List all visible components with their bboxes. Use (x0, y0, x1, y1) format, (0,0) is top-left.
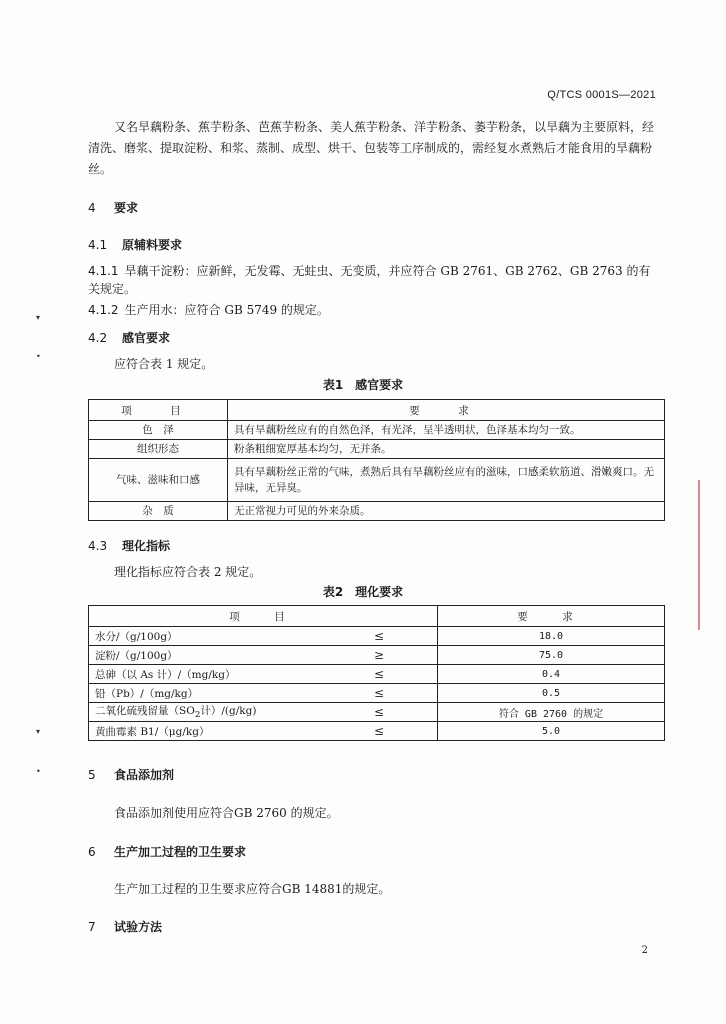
header-item: 项 目 (89, 400, 228, 421)
table-row (89, 703, 665, 722)
row-value: 0.5 (438, 684, 665, 703)
section-4-2-heading (88, 329, 170, 346)
item-subscript: 2 (194, 710, 201, 721)
row-value: 0.4 (438, 665, 665, 684)
table-header-row (89, 400, 665, 421)
row-item (89, 703, 322, 722)
section-title: 感官要求 (122, 331, 171, 345)
header-item: 项 目 (89, 606, 438, 627)
row-operator: ≥ (321, 646, 438, 665)
scan-mark: • (36, 352, 41, 361)
section-7-heading (88, 918, 162, 935)
row-requirement: 粉条粗细宽厚基本均匀，无并条。 (228, 440, 665, 459)
table-1-caption: 表1 感官要求 (322, 378, 404, 392)
section-5-body: 食品添加剂使用应符合GB 2760 的规定。 (114, 806, 339, 820)
row-item: 铅（Pb）/（mg/kg） (89, 684, 322, 703)
row-operator: ≤ (321, 665, 438, 684)
document-code: Q/TCS 0001S—2021 (547, 89, 656, 101)
row-requirement: 具有旱藕粉丝应有的自然色泽，有光泽，呈半透明状，色泽基本均匀一致。 (228, 421, 665, 440)
scan-mark: ▾ (36, 727, 41, 736)
page-number: 2 (641, 945, 648, 956)
intro-paragraph: 又名旱藕粉条、蕉芋粉条、芭蕉芋粉条、美人蕉芋粉条、洋芋粉条、萎芋粉条，以旱藕为主要原料，经清洗、磨浆、提取淀粉、和浆、蒸制、成型、烘干、包装等工序制成的，需经复水煮熟后才能食用的旱藕粉丝。 (88, 120, 655, 176)
section-number: 5 (88, 768, 96, 782)
item-text: 二氧化硫残留量（SO (95, 705, 195, 718)
table-row (89, 502, 665, 521)
table-row (89, 646, 665, 665)
scan-mark: ▾ (36, 313, 41, 322)
row-operator: ≤ (321, 722, 438, 741)
table-2-caption: 表2 理化要求 (322, 585, 404, 599)
clause-number: 4.1.2 (88, 303, 119, 317)
scan-mark: • (36, 767, 41, 776)
table-header-row (89, 606, 665, 627)
row-value: 5.0 (438, 722, 665, 741)
section-4-3-heading (88, 537, 170, 554)
section-5-heading (88, 766, 174, 783)
row-item: 气味、滋味和口感 (89, 459, 228, 502)
section-6-heading (88, 843, 246, 860)
section-4-heading (88, 199, 138, 216)
clause-text: 生产用水：应符合 GB 5749 的规定。 (124, 303, 329, 317)
clause-text: 旱藕干淀粉：应新鲜，无发霉、无蛀虫、无变质，并应符合 GB 2761、GB 2762、GB 2763 的有关规定。 (88, 264, 651, 296)
section-4-2-body: 应符合表 1 规定。 (114, 357, 214, 371)
section-number: 4 (88, 201, 96, 215)
row-item: 总砷（以 As 计）/（mg/kg） (89, 665, 322, 684)
section-number: 6 (88, 845, 96, 859)
section-4-3-body: 理化指标应符合表 2 规定。 (114, 565, 262, 579)
clause-4-1-1 (88, 262, 660, 298)
table-row (89, 421, 665, 440)
section-number: 4.1 (88, 238, 108, 252)
row-item: 色 泽 (89, 421, 228, 440)
clause-4-1-2 (88, 301, 660, 319)
row-item: 淀粉/（g/100g） (89, 646, 322, 665)
sensory-requirements-table (88, 399, 665, 521)
row-item: 水分/（g/100g） (89, 627, 322, 646)
section-title: 生产加工过程的卫生要求 (114, 845, 247, 859)
section-number: 7 (88, 920, 96, 934)
row-item: 黄曲霉素 B1/（μg/kg） (89, 722, 322, 741)
section-title: 要求 (114, 201, 139, 215)
stamp-edge (698, 480, 726, 630)
header-requirement: 要 求 (438, 606, 665, 627)
section-6-body: 生产加工过程的卫生要求应符合GB 14881的规定。 (114, 882, 391, 896)
section-number: 4.2 (88, 331, 108, 345)
row-operator: ≤ (321, 627, 438, 646)
row-value: 符合 GB 2760 的规定 (438, 703, 665, 722)
physicochemical-requirements-table (88, 605, 665, 741)
row-requirement: 具有旱藕粉丝正常的气味，煮熟后具有旱藕粉丝应有的滋味，口感柔软筋道、滑嫩爽口。无异味，无异臭。 (228, 459, 665, 502)
table-row (89, 440, 665, 459)
section-title: 原辅料要求 (122, 238, 183, 252)
section-title: 食品添加剂 (114, 768, 175, 782)
table-row (89, 459, 665, 502)
table-row (89, 684, 665, 703)
clause-number: 4.1.1 (88, 264, 119, 278)
row-value: 75.0 (438, 646, 665, 665)
section-4-1-heading (88, 236, 182, 253)
table-row (89, 665, 665, 684)
row-operator: ≤ (321, 703, 438, 722)
section-title: 理化指标 (122, 539, 171, 553)
item-text: 计）/(g/kg) (200, 705, 257, 718)
table-row (89, 627, 665, 646)
row-requirement: 无正常视力可见的外来杂质。 (228, 502, 665, 521)
row-item: 组织形态 (89, 440, 228, 459)
row-item: 杂 质 (89, 502, 228, 521)
section-title: 试验方法 (114, 920, 163, 934)
row-operator: ≤ (321, 684, 438, 703)
section-number: 4.3 (88, 539, 108, 553)
row-value: 18.0 (438, 627, 665, 646)
table-row (89, 722, 665, 741)
header-requirement: 要 求 (228, 400, 665, 421)
